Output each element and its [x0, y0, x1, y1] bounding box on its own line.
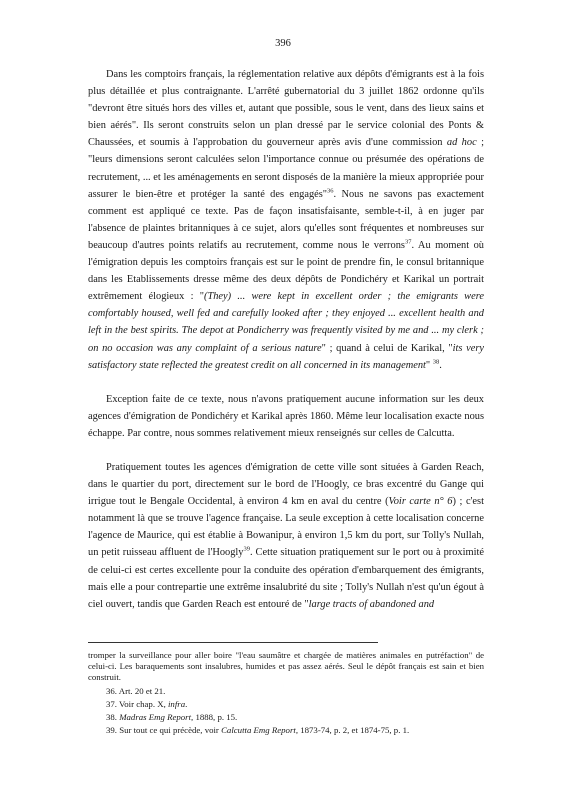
page-number: 396	[275, 38, 291, 49]
paragraph-calcutta: Pratiquement toutes les agences d'émigration de cette ville sont situées à Garden Reach, dans le quartier du port, directement sur le bord de l'Hoogly, ce bras excentré du Gange qui irrigue tout le Bengale Occidental, à environ 4 km en aval du centre (Voir carte n° 6) ; c'est notamment là que se trouve l'agence française. La seule exception à cette localisation concerne l'agence de Maurice, qui est établie à Bowanipur, à environ 1,5 km du port, sur Tolly's Nullah, un petit ruisseau affluent de l'Hoogly$^{39}$. Cette situation pratiquement sur le port ou à proximité de celui-ci est certes excellente pour la conduite des opération d'embarquement des émigrants, mais elle a pour contrepartie une extrême insalubrité du site ; Tolly's Nullah n'est qu'un égout à ciel ouvert, tandis que Garden Reach est entouré de "large tracts of abandoned and	[88, 461, 484, 610]
footnote-ref-39[interactable]: 39	[243, 545, 250, 553]
footnote-39: 39. Sur tout ce qui précède, voir Calcutta Emg Report, 1873-74, p. 2, et 1874-75, p. 1.	[106, 725, 410, 736]
paragraph-depots-francais: Dans les comptoirs français, la réglementation relative aux dépôts d'émigrants est à la fois plus détaillée et plus contraignante. L'arrêté gubernatorial du 3 juillet 1862 ordonne qu'ils "devront être situés hors des villes et, autant que possible, sous le vent, dans des lieux sains et bien aérés". Ils seront construits selon un plan dressé par le service colonial des Ponts & Chaussées, et soumis à l'approbation du gouverneur après avis d'une commission ad hoc ; "leurs dimensions seront calculées selon l'importance connue ou présumée des opérations de recrutement, ... et les aménagements en seront disposés de la manière la mieux appropriée pour assurer le bien-être et protéger la santé des engagés"$^{36}$. Nous ne savons pas exactement comment est appliqué ce texte. Pas de façon insatisfaisante, semble-t-il, à en juger par l'absence de plaintes britanniques à ce sujet, alors qu'elles sont fréquentes et nombreuses sur beaucoup d'autres points relatifs au recrutement, comme nous le verrons$^{37}$. Au moment où l'émigration depuis les comptoirs français est sur le point de prendre fin, le consul britannique dans les Etablissements dresse même des deux dépôts de Pondichéry et Karikal un portrait extrêmement élogieux : "(They) ... were kept in excellent order ; the emigrants were comfortably housed, well fed and carefully looked after ; they enjoyed ... excellent health and left in the best spirits. The depot at Pondicherry was frequently visited by me and ... my clerk ; on no occasion was any complaint of a serious nature" ; quand à celui de Karikal, "its very satisfactory state reflected the greatest credit on all concerned in its management" $^{38}$.	[88, 69, 484, 371]
footnote-ref-37[interactable]: 37	[404, 238, 412, 246]
body-text	[88, 66, 484, 613]
footnote-38: 38. Madras Emg Report, 1888, p. 15.	[106, 712, 238, 723]
footnote-continuation: tromper la surveillance pour aller boire "l'eau saumâtre et chargée de matières animales en putréfaction" de celui-ci. Les baraquements sont insalubres, humides et pas assez aérés. Seul le dépôt français est sain et bien construit.	[88, 650, 484, 683]
footnote-ref-38[interactable]: 38	[432, 358, 440, 366]
footnote-36: 36. Art. 20 et 21.	[106, 685, 166, 696]
footnote-ref-36[interactable]: 36	[327, 187, 334, 195]
paragraph-exception: Exception faite de ce texte, nous n'avons pratiquement aucune information sur les deux agences d'émigration de Pondichéry et Karikal après 1860. Même leur localisation exacte nous échappe. Par contre, nous sommes relativement mieux renseignés sur celles de Calcutta.	[88, 393, 484, 439]
footnote-37: 37. Voir chap. X, infra.	[106, 698, 188, 709]
footnotes	[88, 650, 484, 738]
footnote-separator	[88, 642, 378, 643]
